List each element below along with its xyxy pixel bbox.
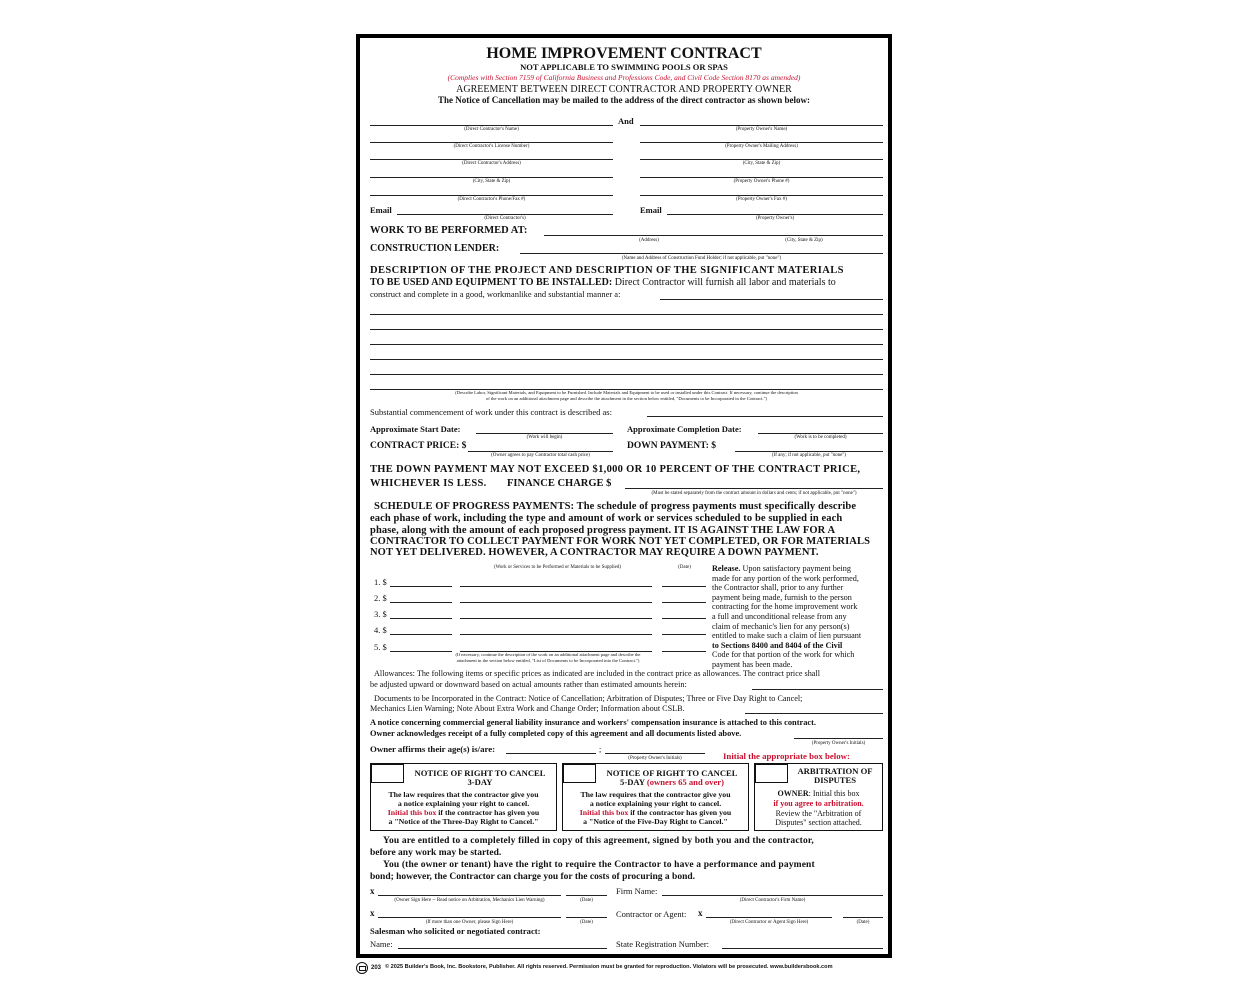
description-heading: DESCRIPTION OF THE PROJECT AND DESCRIPTION OF THE SIGNIFICANT MATERIALS [370,265,844,276]
box-text: a notice explaining your right to cancel. [589,799,722,808]
owner-fax-field[interactable] [640,195,883,196]
field-caption: (If more than one Owner, please Sign Here) [425,920,514,925]
box-title: NOTICE OF RIGHT TO CANCEL [606,768,738,778]
box-text-rest: if the contractor has given you [436,808,540,817]
box-text: a "Notice of the Five-Day Right to Cancel." [583,817,728,826]
payment-date-field[interactable] [662,634,706,635]
subtitle: NOT APPLICABLE TO SWIMMING POOLS OR SPAS [520,62,728,72]
salesman-name-field[interactable] [398,948,607,949]
entitled-notice: You are entitled to a completely filled in copy of this agreement, signed by both you and the contractor, [383,836,814,846]
box-text-red: Initial this box [579,808,629,817]
right-to-cancel-3day-box [370,763,557,831]
field-caption: (Name and Address of Construction Fund Holder; if not applicable, put "none") [621,256,782,261]
schedule-text: CONTRACTOR TO COLLECT PAYMENT FOR WORK NOT YET COMPLETED, OR FOR MATERIALS [370,536,871,547]
bond-notice-2: bond; however, the Contractor can charge you for the costs of procuring a bond. [370,872,696,882]
finance-charge-label: FINANCE CHARGE $ [507,478,612,489]
box-text: a "Notice of the Three-Day Right to Cancel." [388,817,539,826]
start-date-field[interactable] [476,433,613,434]
field-caption: (Direct Contractor's Phone/Fax #) [457,197,526,202]
field-caption: (Property Owner's Fax #) [736,197,787,202]
payment-work-field[interactable] [460,634,652,635]
box-title-age: (owners 65 and over) [646,777,724,787]
contractor-license-field[interactable] [370,142,613,143]
firm-name-field[interactable] [662,895,883,896]
documents-field[interactable] [745,713,883,714]
box-text [563,809,748,817]
completion-date-field[interactable] [758,433,883,434]
allowances-field[interactable] [752,689,883,690]
agent-label: Contractor or Agent: [616,909,687,919]
firm-label: Firm Name: [616,886,658,896]
field-caption: (Property Owner's Phone #) [733,179,790,184]
payment-date-field[interactable] [662,602,706,603]
commencement-label: Substantial commencement of work under this contract is described as: [370,407,612,417]
completion-date-label: Approximate Completion Date: [627,424,742,434]
down-payment-label: DOWN PAYMENT: $ [627,441,717,451]
description-heading-text: Direct Contractor will furnish all labor and materials to [614,277,836,288]
down-payment-warning: THE DOWN PAYMENT MAY NOT EXCEED $1,000 OR 10 PERCENT OF THE CONTRACT PRICE, [370,464,861,475]
release-line: the Contractor shall, prior to any further [712,583,844,593]
salesman-label: Salesman who solicited or negotiated contract: [370,926,541,936]
box-text-owner: OWNER [777,789,809,798]
form-number: 203 [371,965,382,971]
footer [356,962,892,976]
contract-price-field[interactable] [468,451,613,452]
release-line: to Sections 8400 and 8404 of the Civil [712,640,843,650]
field-caption: (Owner agrees to pay Contractor total cash price) [491,453,590,458]
release-line: payment being made, furnish to the person [712,592,852,602]
release-line: claim of mechanic's lien for any person(s) [712,621,850,631]
allowances-text: Allowances: The following items or specific prices as indicated are included in the contract price as allowances. The contract price shall [374,669,820,678]
description-heading-2 [370,278,836,288]
column-header-date: (Date) [678,565,691,570]
state-registration-field[interactable] [722,948,883,949]
field-caption: (Work is to be completed) [794,435,847,440]
box-text: Disputes" section attached. [775,818,862,827]
owner-city-field[interactable] [640,159,883,160]
initial-prompt: Initial the appropriate box below: [723,751,850,761]
description-heading-3: construct and complete in a good, workmanlike and substantial manner a: [370,289,621,299]
payment-row-label: 1. $ [374,577,387,587]
field-caption: (Date) [580,898,593,903]
contract-price-label: CONTRACT PRICE: $ [370,441,467,451]
description-field[interactable] [660,299,883,300]
column-header-work: (Work or Services to be Performed or Materials to be Supplied) [493,565,622,570]
payment-date-field[interactable] [662,618,706,619]
bond-notice: You (the owner or tenant) have the right to require the Contractor to have a performance and payment [383,860,815,870]
owner-email-field[interactable] [667,214,883,215]
copyright-text: © 2025 Builder's Book, Inc. Bookstore, Publisher. All rights reserved. Permission must be granted for reproduction. Violators will be prosecuted. www.buildersbook.com [385,964,833,970]
age-initials-field[interactable] [605,753,705,754]
agent-sign-x: x [698,908,703,918]
payment-work-field[interactable] [460,586,652,587]
field-caption: (Owner Sign Here -- Read notice on Arbitration, Mechanics Lien Warning) [394,898,545,903]
field-caption: (Direct Contractor's) [484,216,526,221]
field-caption: (Date) [580,920,593,925]
field-caption: (Direct Contractor's Address) [462,161,521,166]
schedule-text: NOT YET DELIVERED. HOWEVER, A CONTRACTOR MAY REQUIRE A DOWN PAYMENT. [370,547,819,558]
compliance-note: (Complies with Section 7159 of California Business and Professions Code, and Civil Code Section 8170 as amended) [447,73,801,82]
allowances-text-2: be adjusted upward or downward based on actual amounts rather than estimated amounts herein: [370,680,687,689]
field-caption: (Work will begin) [526,435,563,440]
field-caption: (If any; if not applicable, put "none") [771,453,847,458]
owner2-sign-x: x [370,908,375,918]
payment-amount-field[interactable] [390,651,452,652]
description-line[interactable] [370,359,883,360]
release-line: made for any portion of the work performed, [712,573,859,583]
field-caption: (If necessary, continue the description of the work on an additional attachment page and describe the [455,652,641,657]
box-text: The law requires that the contractor give you [580,790,731,799]
payment-work-field[interactable] [460,602,652,603]
box-text-red: Initial this box [387,808,437,817]
age-separator: ; [599,745,602,754]
field-caption: (Date) [856,920,870,925]
age-field[interactable] [506,753,596,754]
publisher-logo-icon [356,962,368,974]
field-caption: (Direct Contractor or Agent Sign Here) [729,920,809,925]
box-title [596,778,748,787]
entitled-notice-2: before any work may be started. [370,848,502,858]
box-text [755,790,882,798]
owner2-sign-date-field[interactable] [566,917,607,918]
field-caption: (Must be stated separately from the contract amount in dollars and cents; if not applicable, put "none") [651,491,857,496]
description-line[interactable] [370,329,883,330]
documents-text: Documents to be Incorporated in the Contract: Notice of Cancellation; Arbitration of Disputes; Three or Five Day Right to Cancel; [374,694,803,703]
payment-row-label: 2. $ [374,593,387,603]
payment-work-field[interactable] [460,618,652,619]
payment-date-field[interactable] [662,651,706,652]
salesman-name-label: Name: [370,939,393,949]
publisher-logo-mark [359,966,366,971]
initial-box-5day[interactable] [563,764,596,783]
release-text [712,564,861,670]
owner-email-label: Email [640,205,662,215]
agent-signature-field[interactable] [706,917,832,918]
agreement-heading: AGREEMENT BETWEEN DIRECT CONTRACTOR AND PROPERTY OWNER [456,84,792,95]
box-text: The law requires that the contractor give you [388,790,539,799]
work-location-field[interactable] [544,235,883,236]
description-heading-bold: TO BE USED AND EQUIPMENT TO BE INSTALLED: [370,277,613,288]
contractor-email-label: Email [370,205,392,215]
box-title: DISPUTES [813,775,857,785]
down-payment-warning-2: WHICHEVER IS LESS. [370,478,487,489]
box-title: ARBITRATION OF [797,766,873,776]
state-registration-label: State Registration Number: [616,939,710,949]
and-label: And [618,116,634,126]
field-caption: (Direct Contractor's Name) [464,127,519,132]
agent-sign-date-field[interactable] [843,917,883,918]
documents-text-2: Mechanics Lien Warning; Note About Extra Work and Change Order; Information about CSLB. [370,704,685,713]
box-text: if you agree to arbitration. [773,799,864,808]
description-line[interactable] [370,344,883,345]
contractor-phone-field[interactable] [370,195,613,196]
field-caption: (Direct Contractor's License Number) [453,144,530,149]
payment-amount-field[interactable] [390,602,452,603]
arbitration-box [754,763,883,831]
box-title: NOTICE OF RIGHT TO CANCEL [414,768,546,778]
field-caption: (Property Owner's Name) [735,127,788,132]
schedule-text: each phase of work, including the type and amount of work or services scheduled to be supplied in each [370,513,843,524]
payment-amount-field[interactable] [390,634,452,635]
owner-name-field[interactable] [640,125,883,126]
release-line: entitled to make such a claim of lien pursuant [712,631,862,641]
contractor-address-field[interactable] [370,159,613,160]
field-caption: of the work on an additional attachment page and describe the attachment in the section below entitled, "Documents to be Incorporated in the Contract.") [485,396,768,401]
field-caption: (Property Owner's Initials) [628,756,682,761]
payment-amount-field[interactable] [390,586,452,587]
contract-form [356,34,892,958]
cancellation-note: The Notice of Cancellation may be mailed to the address of the direct contractor as shown below: [438,95,810,105]
receipt-initials-field[interactable] [794,738,883,739]
down-payment-field[interactable] [735,451,883,452]
schedule-text: SCHEDULE OF PROGRESS PAYMENTS: The schedule of progress payments must specifically describe [374,501,857,512]
payment-row-label: 5. $ [374,642,387,652]
field-caption: (Property Owner's Initials) [811,741,866,746]
box-title: 3-DAY [467,777,493,787]
field-caption: (Direct Contractor's Firm Name) [739,898,806,903]
description-line[interactable] [370,314,883,315]
owner-mailing-address-field[interactable] [640,142,883,143]
box-title-days: 5-DAY [620,777,647,787]
release-line: contracting for the home improvement work [712,602,858,612]
payment-date-field[interactable] [662,586,706,587]
finance-charge-field[interactable] [625,488,883,489]
contractor-name-field[interactable] [370,125,613,126]
payment-amount-field[interactable] [390,618,452,619]
contractor-city-field[interactable] [370,177,613,178]
release-line: Release. Upon satisfactory payment being [712,564,851,573]
lender-field[interactable] [520,253,883,254]
work-location-label: WORK TO BE PERFORMED AT: [370,225,528,236]
owner-sign-date-field[interactable] [566,895,607,896]
age-label: Owner affirms their age(s) is/are: [370,744,496,754]
field-caption: (City, State & Zip) [742,161,781,166]
right-to-cancel-5day-box [562,763,749,831]
release-line: payment has been made. [712,659,793,669]
lender-label: CONSTRUCTION LENDER: [370,243,500,254]
box-text: Review the "Arbitration of [775,809,862,818]
owner2-signature-field[interactable] [378,917,561,918]
box-text: a notice explaining your right to cancel. [397,799,530,808]
field-caption: (Property Owner's) [755,216,795,221]
receipt-notice: Owner acknowledges receipt of a fully completed copy of this agreement and all documents listed above. [370,729,742,738]
field-caption: (City, State & Zip) [785,238,823,243]
field-caption: (Property Owner's Mailing Address) [725,144,798,149]
page-title: HOME IMPROVEMENT CONTRACT [486,45,762,62]
field-caption: (Describe Labor, Significant Materials, and Equipment to be Furnished. Include Materials and Equipment to be used or installed under this Contract. If necessary, continue the description [455,390,798,395]
insurance-notice: A notice concerning commercial general liability insurance and workers' compensation insurance is attached to this contract. [370,718,817,727]
field-caption: attachment in the section below entitled, "List of Documents to be Incorporated into the Contract.") [456,658,640,663]
field-caption: (City, State & Zip) [472,179,511,184]
owner-signature-field[interactable] [378,895,561,896]
schedule-text: phase, along with the amount of each proposed progress payment. IT IS AGAINST THE LAW FOR A [370,525,836,536]
start-date-label: Approximate Start Date: [370,424,461,434]
payment-row-label: 4. $ [374,625,387,635]
box-text-rest: if the contractor has given you [628,808,732,817]
owner-sign-x: x [370,886,375,896]
payment-row-label: 3. $ [374,609,387,619]
owner-phone-field[interactable] [640,177,883,178]
initial-box-arbitration[interactable] [755,764,788,783]
commencement-field[interactable] [647,416,883,417]
box-text [371,809,556,817]
contractor-email-field[interactable] [397,214,613,215]
initial-box-3day[interactable] [371,764,404,783]
release-line: a full and unconditional release from any [712,611,847,621]
field-caption: (Address) [639,238,659,243]
description-line[interactable] [370,374,883,375]
box-text-rest: : Initial this box [808,789,860,798]
release-line: Code for that portion of the work for which [712,650,855,660]
